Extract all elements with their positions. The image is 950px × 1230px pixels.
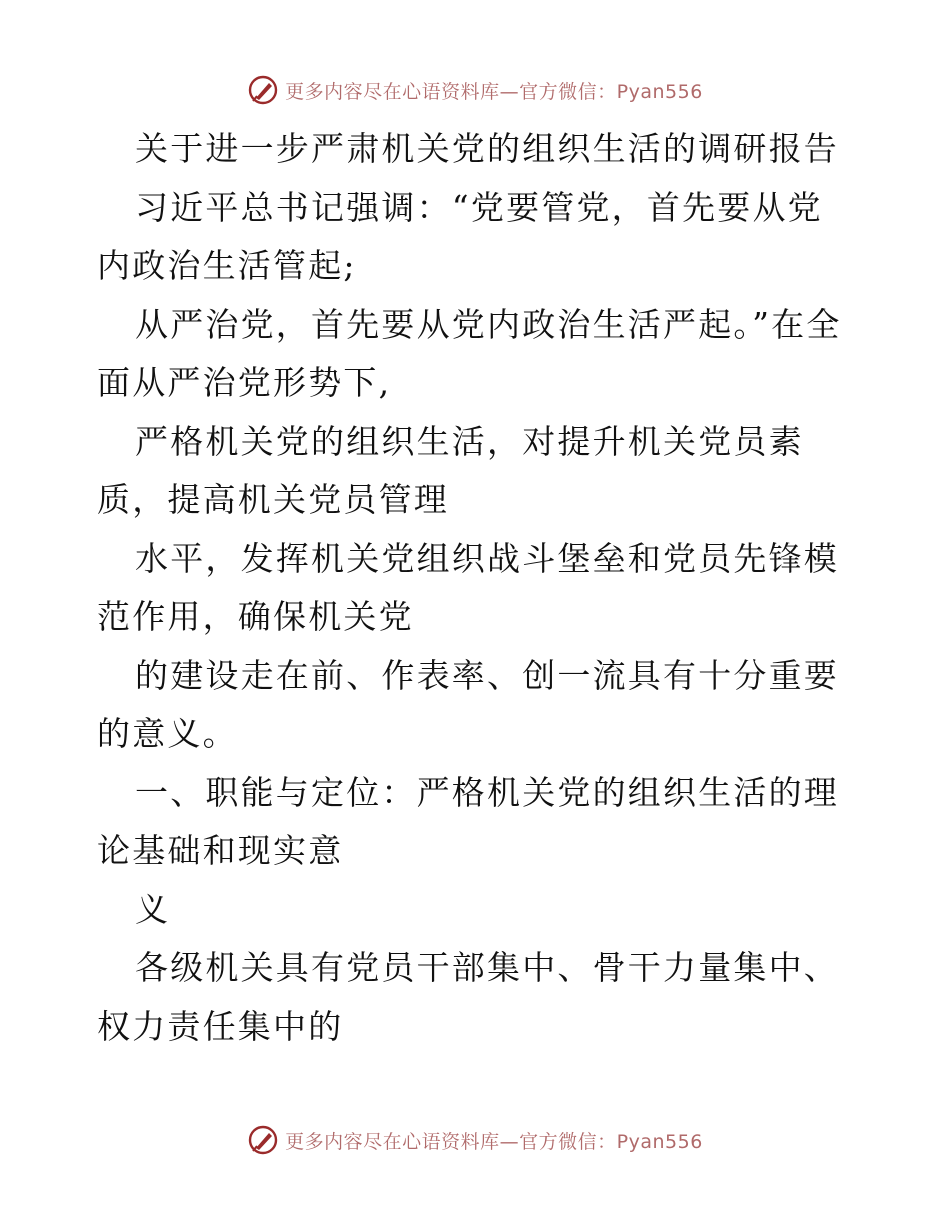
document-title: 关于进一步严肃机关党的组织生活的调研报告 [135, 129, 839, 168]
watermark-text: 更多内容尽在心语资料库—官方微信：Pyan556 [285, 80, 703, 103]
paragraph: 水平，发挥机关党组织战斗堡垒和党员先锋模范作用，确保机关党 [97, 538, 839, 636]
header-watermark [0, 72, 950, 108]
section-heading: 一、职能与定位：严格机关党的组织生活的理论基础和现实意 [97, 772, 839, 870]
paragraph: 义 [135, 889, 171, 929]
paragraph: 习近平总书记强调：“党要管党，首先要从党内政治生活管起; [97, 187, 823, 285]
paragraph: 严格机关党的组织生活，对提升机关党员素质，提高机关党员管理 [97, 421, 804, 519]
quill-pen-circle-icon [247, 1124, 279, 1156]
footer-watermark [0, 1122, 950, 1158]
paragraph: 从严治党，首先要从党内政治生活严起。”在全面从严治党形势下, [97, 304, 842, 402]
paragraph: 的建设走在前、作表率、创一流具有十分重要的意义。 [97, 655, 839, 753]
watermark-text: 更多内容尽在心语资料库—官方微信：Pyan556 [285, 1130, 703, 1153]
document-body [97, 120, 857, 1056]
paragraph: 各级机关具有党员干部集中、骨干力量集中、权力责任集中的 [97, 948, 839, 1046]
quill-pen-circle-icon [247, 74, 279, 106]
